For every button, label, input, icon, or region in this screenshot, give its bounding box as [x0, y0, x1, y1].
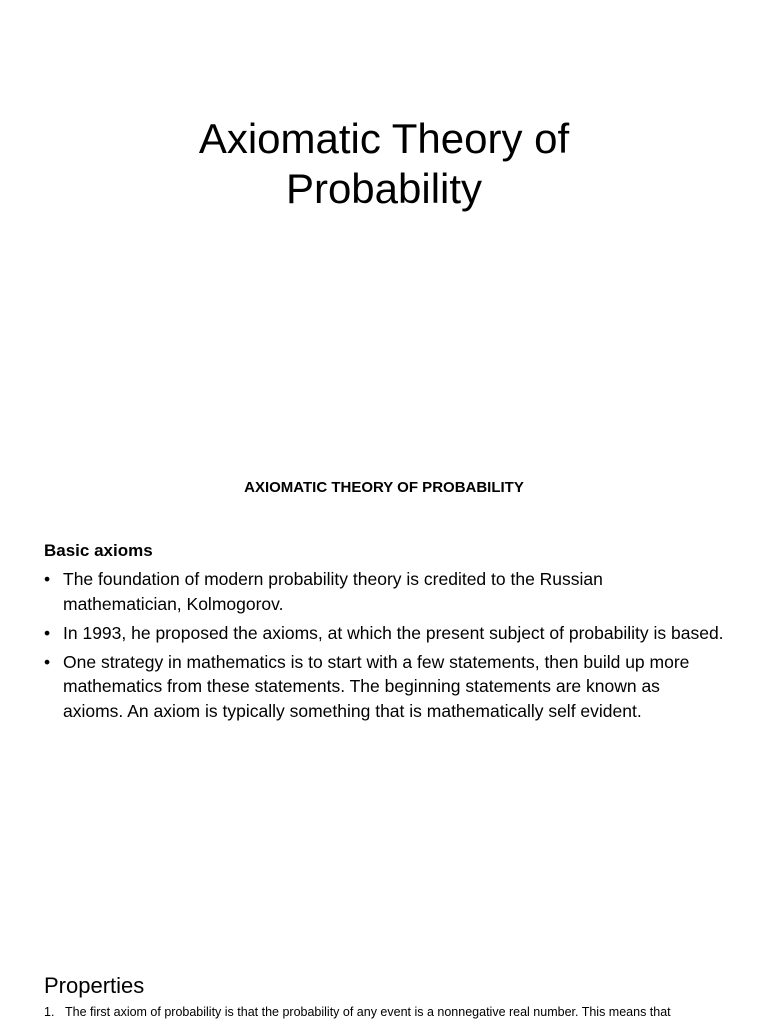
list-item — [44, 650, 724, 724]
bullet-icon: • — [44, 569, 51, 589]
bullet-icon: • — [44, 651, 51, 672]
slide-title-line-2: Probability — [285, 165, 483, 212]
basic-axioms-list — [44, 567, 724, 728]
list-item — [44, 621, 724, 646]
list-item-text: The foundation of modern probability theory is credited to the Russian mathematician, Kolmogorov. — [63, 569, 603, 614]
bullet-icon: • — [44, 622, 51, 643]
list-item — [44, 567, 724, 616]
list-item-text: One strategy in mathematics is to start with a few statements, then build up more mathematics from these statements. The beginning statements are known as axioms. An axiom is typically something that is mathematically self evident. — [63, 651, 690, 721]
slide-title-line-1: Axiomatic Theory of — [198, 115, 570, 162]
properties-heading: Properties — [44, 973, 145, 998]
list-item-text: In 1993, he proposed the axioms, at which the present subject of probability is based. — [63, 622, 724, 643]
list-item-number: 1. — [44, 1005, 55, 1019]
section-heading: AXIOMATIC THEORY OF PROBABILITY — [244, 479, 524, 496]
list-item-text: The first axiom of probability is that the probability of any event is a nonnegative real number. This means that — [65, 1005, 671, 1019]
list-item — [44, 1003, 744, 1021]
basic-axioms-heading: Basic axioms — [44, 541, 153, 560]
properties-list — [44, 1003, 744, 1021]
slide-title — [0, 114, 768, 214]
